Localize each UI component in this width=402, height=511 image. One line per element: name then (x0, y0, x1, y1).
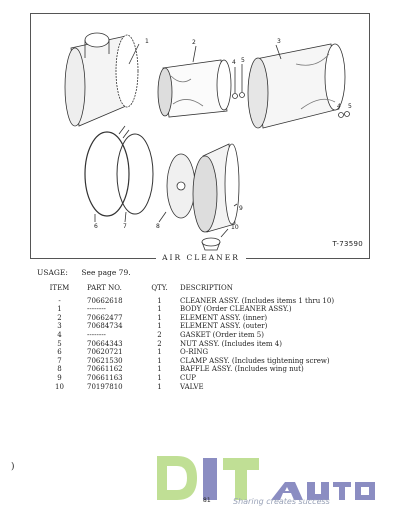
figure-number: T-73590 (332, 240, 363, 248)
callout-label: 10 (231, 224, 239, 231)
qty-cell: 1 (157, 382, 162, 391)
table-row (37, 305, 334, 314)
qty-cell: 2 (157, 330, 162, 339)
part-no-cell: -------- (87, 305, 106, 314)
item-cell: 8 (57, 365, 62, 374)
part-no-cell: 70661162 (87, 365, 123, 374)
callout-label: 5 (241, 57, 245, 64)
part-no-cell: 70684734 (87, 322, 123, 331)
header-description: DESCRIPTION (180, 284, 233, 292)
table-row (37, 297, 334, 306)
parts-table (37, 284, 334, 391)
description-cell: GASKET (Order item 5) (180, 330, 264, 339)
qty-cell: 1 (157, 348, 162, 357)
callout-label: 7 (123, 223, 127, 230)
table-row (37, 348, 334, 357)
watermark-tagline: Sharing creates success (233, 497, 330, 506)
qty-cell: 1 (157, 356, 162, 365)
part-no-cell: 70662618 (87, 296, 123, 305)
item-cell: 7 (57, 356, 62, 365)
item-cell: 4 (57, 330, 62, 339)
table-row (37, 374, 334, 383)
diagram-drawing (65, 33, 350, 250)
callout-label: 3 (277, 38, 281, 45)
figure-caption-text: AIR CLEANER (156, 253, 246, 262)
qty-cell: 1 (157, 322, 162, 331)
item-cell: 5 (57, 339, 62, 348)
table-row (37, 322, 334, 331)
figure-caption (31, 253, 371, 262)
table-row (37, 383, 334, 392)
part-no-cell: 70197810 (87, 382, 123, 391)
description-cell: ELEMENT ASSY. (outer) (180, 322, 268, 331)
callout-label: 5 (348, 103, 352, 110)
table-row (37, 357, 334, 366)
usage-label: USAGE: (37, 268, 68, 277)
header-qty: QTY. (151, 284, 168, 292)
callout-label: 8 (156, 223, 160, 230)
item-cell: 2 (57, 313, 62, 322)
parts-table-header (37, 284, 334, 297)
item-cell: 1 (57, 305, 62, 314)
usage-value: See page 79. (81, 268, 131, 277)
qty-cell: 2 (157, 339, 162, 348)
item-cell: 9 (57, 373, 62, 382)
watermark-logo-mark (157, 456, 375, 500)
description-cell: BODY (Order CLEANER ASSY.) (180, 305, 292, 314)
part-no-cell: 70664343 (87, 339, 123, 348)
callout-label: 4 (232, 59, 236, 66)
item-cell: 10 (55, 382, 64, 391)
part-no-cell: 70620721 (87, 348, 123, 357)
qty-cell: 1 (157, 305, 162, 314)
description-cell: BAFFLE ASSY. (Includes wing nut) (180, 365, 304, 374)
usage-line (37, 268, 131, 277)
callout-label: 4 (337, 103, 341, 110)
qty-cell: 1 (157, 313, 162, 322)
item-cell: 3 (57, 322, 62, 331)
table-row (37, 331, 334, 340)
callout-label: 6 (94, 223, 98, 230)
header-part-no: PART NO. (87, 284, 122, 292)
table-row (37, 365, 334, 374)
description-cell: ELEMENT ASSY. (inner) (180, 313, 268, 322)
item-cell: 6 (57, 348, 62, 357)
callout-label: 9 (239, 205, 243, 212)
margin-mark: ) (11, 462, 15, 472)
qty-cell: 1 (157, 365, 162, 374)
table-row (37, 314, 334, 323)
part-no-cell: -------- (87, 330, 106, 339)
header-item: ITEM (49, 284, 70, 292)
description-cell: CLEANER ASSY. (Includes items 1 thru 10) (180, 296, 335, 305)
part-no-cell: 70621530 (87, 356, 123, 365)
part-no-cell: 70662477 (87, 313, 123, 322)
qty-cell: 1 (157, 373, 162, 382)
figure-frame (30, 13, 370, 262)
description-cell: O-RING (180, 348, 209, 357)
air-cleaner-exploded-diagram (31, 14, 371, 260)
table-row (37, 340, 334, 349)
callout-label: 1 (145, 38, 149, 45)
description-cell: CLAMP ASSY. (Includes tightening screw) (180, 356, 330, 365)
description-cell: CUP (180, 373, 196, 382)
item-cell: - (58, 296, 61, 305)
callout-label: 2 (192, 39, 196, 46)
qty-cell: 1 (157, 296, 162, 305)
part-no-cell: 70661163 (87, 373, 123, 382)
description-cell: NUT ASSY. (Includes item 4) (180, 339, 282, 348)
description-cell: VALVE (180, 382, 204, 391)
page-number: 81 (203, 497, 211, 504)
